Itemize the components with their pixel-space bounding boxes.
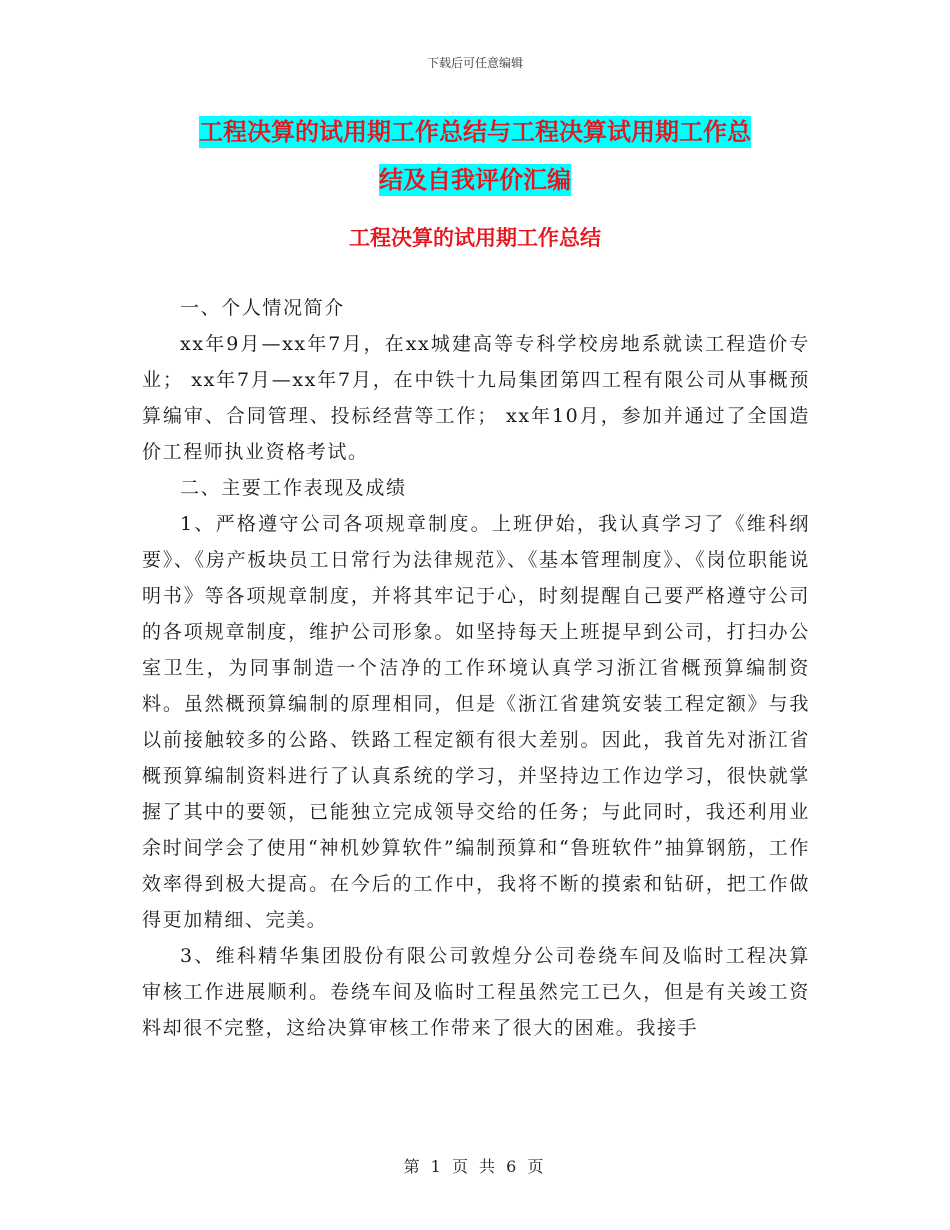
paragraph: 一、个人情况简介 [180, 297, 345, 319]
document-title-line2: 结及自我评价汇编 [379, 166, 571, 194]
paragraph: 1、严格遵守公司各项规章制度。上班伊始，我认真学习了《维科纲要》、《房产板块员工日常行为法律规范》、《基本管理制度》、《岗位职能说明书》等各项规章制度，并将其牢记于心，时刻提醒自己要严格遵守公司的各项规章制度，维护公司形象。如坚持每天上班提早到公司，打扫办公室卫生，为同事制造一个洁净的工作环境认真学习浙江省概预算编制资料。虽然概预算编制的原理相同，但是《浙江省建筑安装工程定额》与我以前接触较多的公路、铁路工程定额有很大差别。因此，我首先对浙江省概预算编制资料进行了认真系统的学习，并坚持边工作边学习，很快就掌握了其中的要领，已能独立完成领导交给的任务；与此同时，我还利用业余时间学会了使用“神机妙算软件”编制预算和“鲁班软件”抽算钢筋，工作效率得到极大提高。在今后的工作中，我将不断的摸索和钻研，把工作做得更加精细、完美。 [142, 513, 810, 931]
document-title [145, 108, 805, 204]
body-text [142, 290, 810, 1046]
page-header-note: 下载后可任意编辑 [426, 56, 523, 70]
section-title: 工程决算的试用期工作总结 [349, 226, 601, 250]
paragraph: xx年9月—xx年7月，在xx城建高等专科学校房地系就读工程造价专业； xx年7月—xx年7月，在中铁十九局集团第四工程有限公司从事概预算编审、合同管理、投标经营等工作； xx年10月，参加并通过了全国造价工程师执业资格考试。 [142, 333, 810, 463]
page-footer: 第 1 页 共 6 页 [403, 1157, 547, 1176]
paragraph: 3、维科精华集团股份有限公司敦煌分公司卷绕车间及临时工程决算审核工作进展顺利。卷绕车间及临时工程虽然完工已久，但是有关竣工资料却很不完整，这给决算审核工作带来了很大的困难。我接手 [142, 945, 810, 1039]
paragraph: 二、主要工作表现及成绩 [180, 477, 407, 499]
document-title-line1: 工程决算的试用期工作总结与工程决算试用期工作总 [199, 118, 751, 146]
